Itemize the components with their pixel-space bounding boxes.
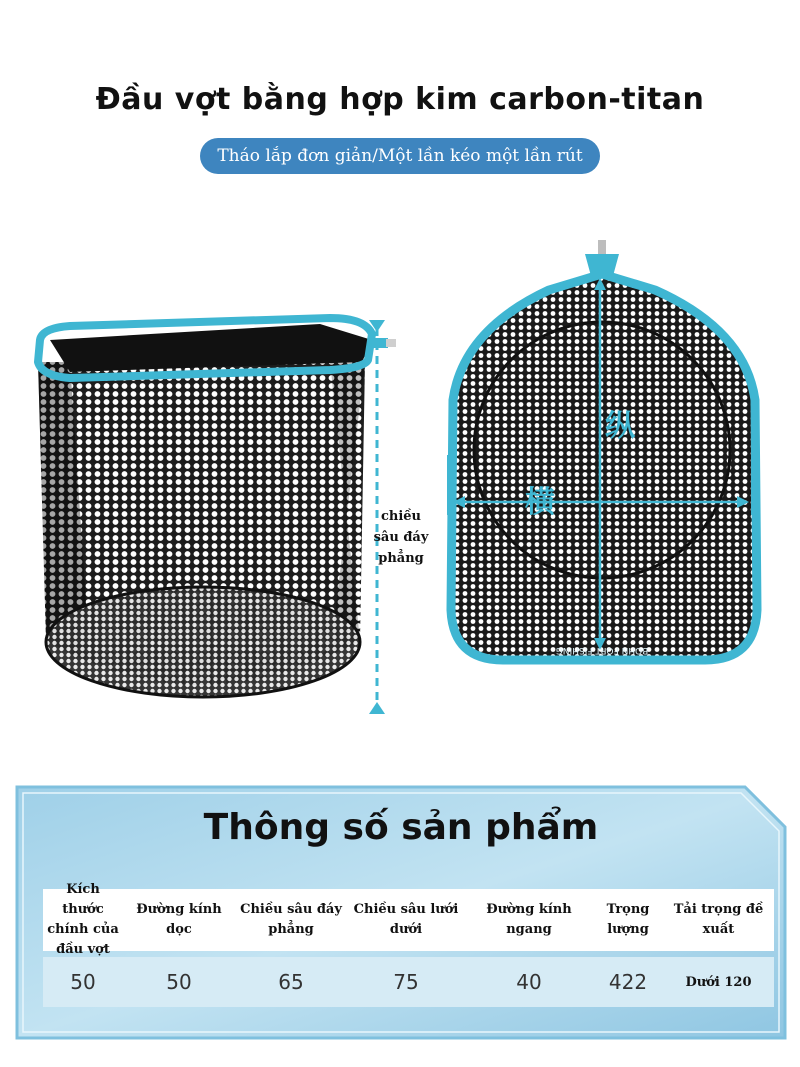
spec-value: 40 xyxy=(516,970,542,994)
spec-value: 422 xyxy=(608,970,648,994)
spec-value: 50 xyxy=(166,970,192,994)
spec-header-row xyxy=(43,882,774,957)
spec-value: 65 xyxy=(278,970,304,994)
subtitle-pill: Tháo lắp đơn giản/Một lần kéo một lần rút xyxy=(200,138,600,174)
spec-header: Chiều sâu lưới dưới xyxy=(353,902,459,937)
spec-panel xyxy=(15,785,787,1040)
horizontal-label: 横 xyxy=(525,485,555,520)
spec-header: Trọng lượng xyxy=(606,902,650,937)
spec-header: Đường kính ngang xyxy=(486,902,572,937)
flat-bottom-net-illustration xyxy=(30,310,430,720)
spec-title: Thông số sản phẩm xyxy=(203,807,599,848)
spec-value: Dưới 120 xyxy=(685,974,752,990)
spec-header: Tải trọng đề xuất xyxy=(673,902,764,937)
spec-value: 75 xyxy=(393,970,419,994)
depth-label: chiều sâu đáy phẳng xyxy=(373,509,429,566)
spec-value-row xyxy=(43,957,774,1007)
brand-text: BOHN FORT·FISHING xyxy=(555,645,649,655)
spec-header: Chiều sâu đáy phẳng xyxy=(240,902,342,937)
vertical-label: 纵 xyxy=(605,409,635,444)
spec-value: 50 xyxy=(70,970,96,994)
top-view-net-illustration xyxy=(445,240,765,665)
spec-header: Kích thước chính của đầu vợt xyxy=(47,882,119,957)
spec-header: Đường kính dọc xyxy=(136,902,222,937)
page-title: Đầu vợt bằng hợp kim carbon-titan xyxy=(95,82,705,117)
